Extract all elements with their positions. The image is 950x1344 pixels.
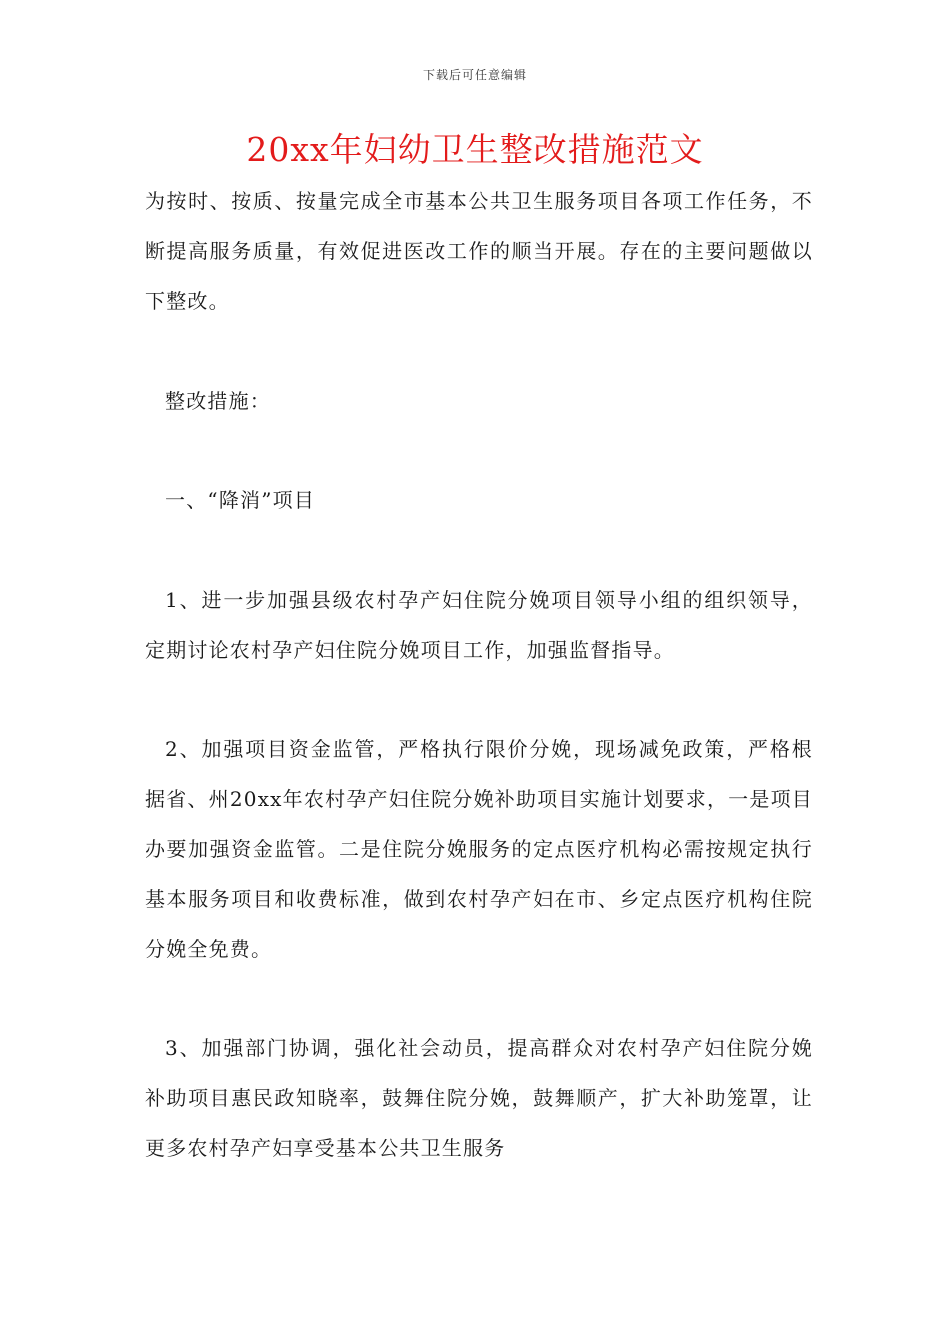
measures-heading: 整改措施：: [165, 389, 271, 413]
document-title: 20xx年妇幼卫生整改措施范文: [246, 130, 704, 169]
section1-heading: 一、“降消”项目: [165, 488, 316, 512]
intro-paragraph: 为按时、按质、按量完成全市基本公共卫生服务项目各项工作任务，不断提高服务质量，有效促进医改工作的顺当开展。存在的主要问题做以下整改。: [145, 189, 813, 313]
item3-paragraph: 3、加强部门协调，强化社会动员，提高群众对农村孕产妇住院分娩补助项目惠民政知晓率，鼓舞住院分娩，鼓舞顺产，扩大补助笼罩，让更多农村孕产妇享受基本公共卫生服务: [145, 1036, 813, 1160]
header-note: 下载后可任意编辑: [422, 68, 527, 82]
item1-paragraph: 1、进一步加强县级农村孕产妇住院分娩项目领导小组的组织领导，定期讨论农村孕产妇住院分娩项目工作，加强监督指导。: [145, 588, 813, 662]
item2-paragraph: 2、加强项目资金监管，严格执行限价分娩，现场减免政策，严格根据省、州20xx年农村孕产妇住院分娩补助项目实施计划要求，一是项目办要加强资金监管。二是住院分娩服务的定点医疗机构必需按规定执行基本服务项目和收费标准，做到农村孕产妇在市、乡定点医疗机构住院分娩全免费。: [145, 737, 813, 961]
